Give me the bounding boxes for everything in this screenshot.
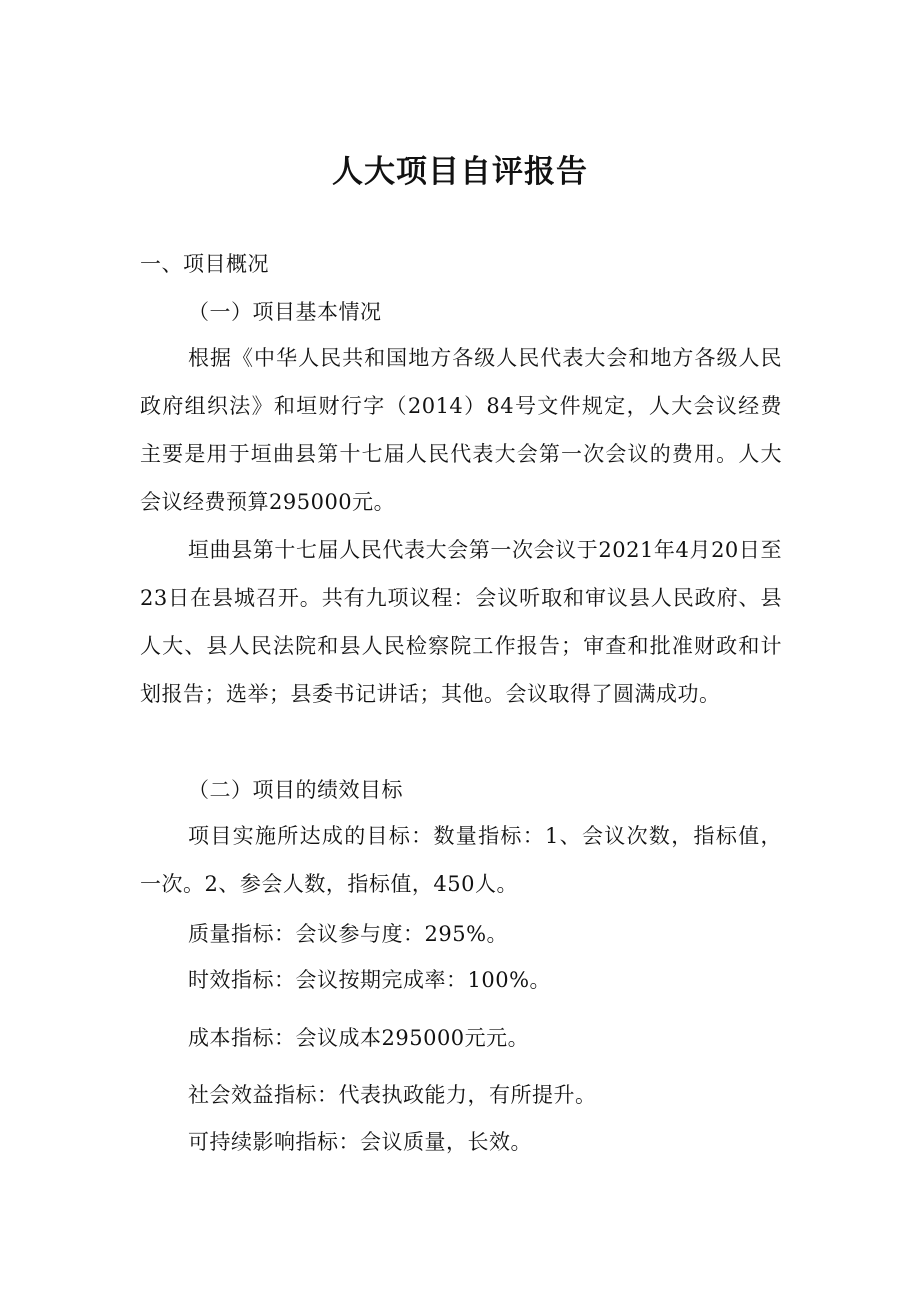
- document-title: 人大项目自评报告: [332, 154, 588, 190]
- timeliness-indicator: 时效指标：会议按期完成率：100%。: [188, 968, 552, 992]
- cost-indicator: 成本指标：会议成本295000元元。: [188, 1026, 530, 1050]
- subsection-heading-basic-info: （一）项目基本情况: [188, 300, 382, 324]
- section-heading-overview: 一、项目概况: [140, 252, 269, 276]
- quality-indicator: 质量指标：会议参与度：295%。: [188, 922, 509, 946]
- social-benefit-indicator: 社会效益指标：代表执政能力，有所提升。: [188, 1083, 597, 1107]
- sustainability-indicator: 可持续影响指标：会议质量，长效。: [188, 1130, 532, 1154]
- paragraph-meeting-details: 垣曲县第十七届人民代表大会第一次会议于2021年4月20日至23日在县城召开。共有九项议程：会议听取和审议县人民政府、县人大、县人民法院和县人民检察院工作报告；审查和批准财政和计划报告；选举；县委书记讲话；其他。会议取得了圆满成功。: [140, 538, 782, 706]
- paragraph-quantity-indicators: 项目实施所达成的目标：数量指标：1、会议次数，指标值，一次。2、参会人数，指标值，450人。: [140, 824, 782, 896]
- paragraph-legal-basis: 根据《中华人民共和国地方各级人民代表大会和地方各级人民政府组织法》和垣财行字（2014）84号文件规定，人大会议经费主要是用于垣曲县第十七届人民代表大会第一次会议的费用。人大会议经费预算295000元。: [140, 346, 782, 514]
- subsection-heading-performance-goals: （二）项目的绩效目标: [188, 778, 403, 802]
